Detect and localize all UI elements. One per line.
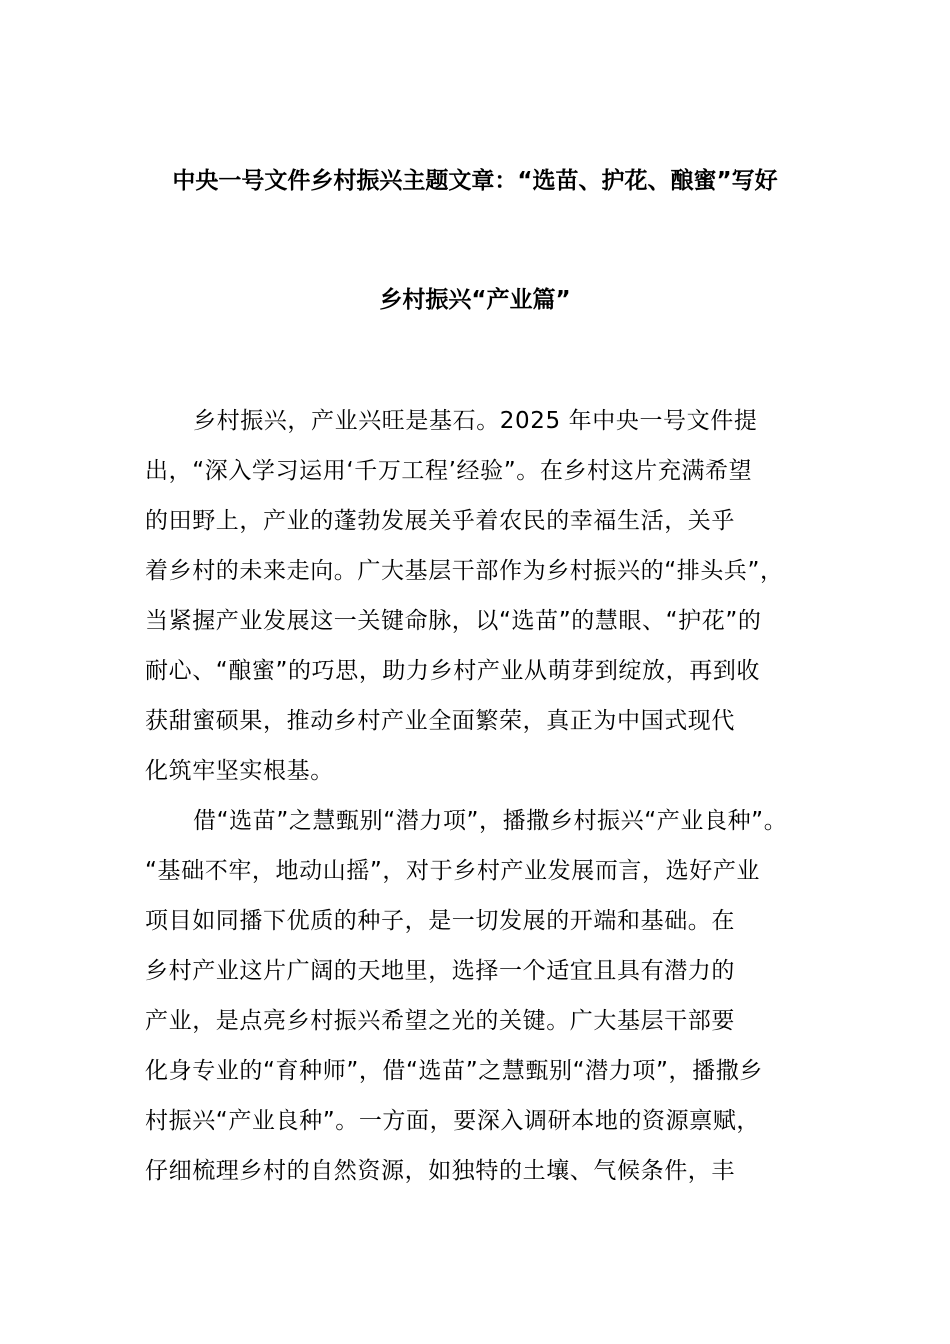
paragraph-2-line-1: 借“选苗”之慧甄别“潜力项”，播撒乡村振兴“产业良种”。: [193, 808, 788, 834]
paragraph-2-line-3: 项目如同播下优质的种子，是一切发展的开端和基础。在: [145, 908, 735, 934]
paragraph-2-line-7: 村振兴“产业良种”。一方面，要深入调研本地的资源禀赋，: [145, 1108, 761, 1134]
paragraph-1-line-2: 出，“深入学习运用‘千万工程’经验”。在乡村这片充满希望: [145, 458, 753, 484]
document-title-line-2: 乡村振兴“产业篇”: [379, 287, 571, 313]
paragraph-1-line-1: 乡村振兴，产业兴旺是基石。2025 年中央一号文件提: [193, 408, 758, 434]
paragraph-1-line-8: 化筑牢坚实根基。: [145, 758, 334, 784]
paragraph-2-line-8: 仔细梳理乡村的自然资源，如独特的土壤、气候条件，丰: [145, 1158, 735, 1184]
document-title-line-1: 中央一号文件乡村振兴主题文章：“选苗、护花、酿蜜”写好: [172, 168, 778, 194]
paragraph-2-line-2: “基础不牢，地动山摇”，对于乡村产业发展而言，选好产业: [145, 858, 761, 884]
paragraph-1-line-6: 耐心、“酿蜜”的巧思，助力乡村产业从萌芽到绽放，再到收: [145, 658, 761, 684]
paragraph-2-line-5: 产业，是点亮乡村振兴希望之光的关键。广大基层干部要: [145, 1008, 735, 1034]
paragraph-1-line-3: 的田野上，产业的蓬勃发展关乎着农民的幸福生活，关乎: [145, 508, 735, 534]
paragraph-2-line-4: 乡村产业这片广阔的天地里，选择一个适宜且具有潜力的: [145, 958, 735, 984]
paragraph-1-line-7: 获甜蜜硕果，推动乡村产业全面繁荣，真正为中国式现代: [145, 708, 735, 734]
paragraph-1-line-4: 着乡村的未来走向。广大基层干部作为乡村振兴的“排头兵”，: [145, 558, 784, 584]
paragraph-1-line-5: 当紧握产业发展这一关键命脉，以“选苗”的慧眼、“护花”的: [145, 608, 762, 634]
paragraph-2-line-6: 化身专业的“育种师”，借“选苗”之慧甄别“潜力项”，播撒乡: [145, 1058, 763, 1084]
